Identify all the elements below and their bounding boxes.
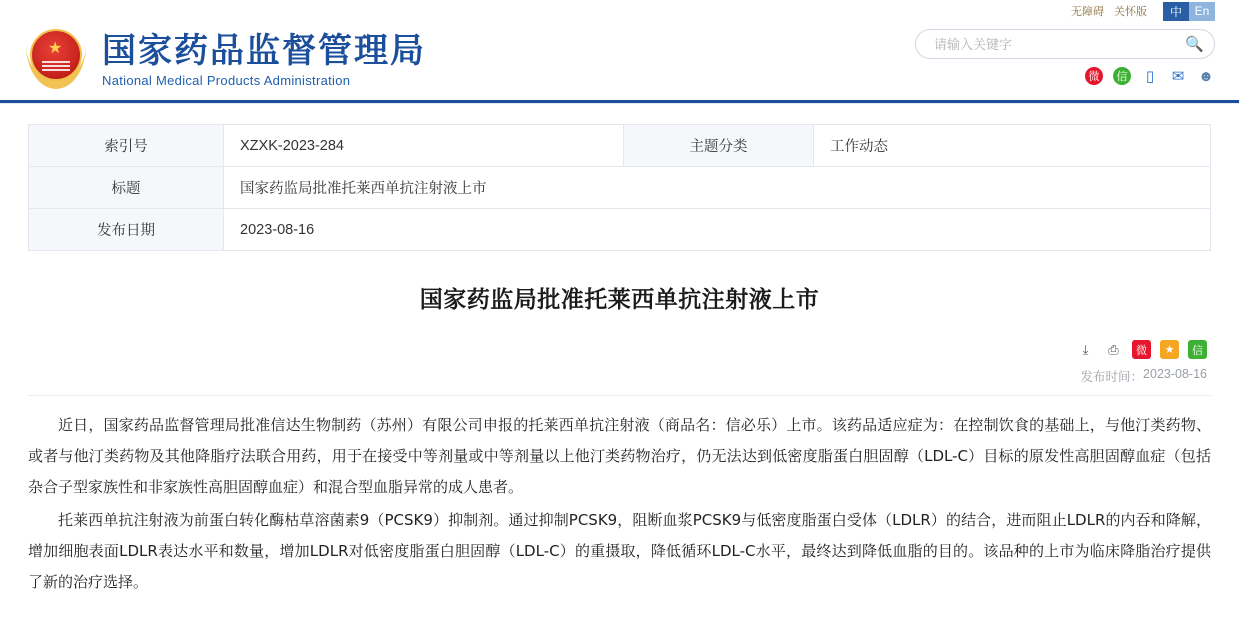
site-title-cn: 国家药品监督管理局 <box>102 30 426 71</box>
social-links <box>1085 67 1215 85</box>
weibo-icon[interactable]: 微 <box>1085 67 1103 85</box>
meta-label-publish-date: 发布日期 <box>29 209 224 251</box>
meta-value-category: 工作动态 <box>814 125 1211 167</box>
top-utility-bar <box>0 0 1239 18</box>
accessibility-link[interactable]: 无障碍 <box>1071 6 1104 18</box>
meta-label-index: 索引号 <box>29 125 224 167</box>
wechat-icon[interactable]: 信 <box>1113 67 1131 85</box>
lang-en-button[interactable]: En <box>1189 2 1215 21</box>
meta-label-category: 主题分类 <box>624 125 814 167</box>
share-wechat-icon[interactable]: 信 <box>1188 340 1207 359</box>
email-icon[interactable]: ✉ <box>1171 68 1185 85</box>
share-weibo-icon[interactable]: 微 <box>1132 340 1151 359</box>
elder-mode-link[interactable]: 关怀版 <box>1114 6 1147 18</box>
article-body <box>28 410 1211 598</box>
site-title-en: National Medical Products Administration <box>102 72 351 88</box>
article-divider <box>28 395 1211 396</box>
meta-value-index: XZXK-2023-284 <box>224 125 624 167</box>
header-right <box>915 29 1215 89</box>
favorite-star-icon[interactable]: ★ <box>1160 340 1179 359</box>
table-row <box>29 209 1211 251</box>
search-input[interactable] <box>932 36 1185 53</box>
publish-time-label: 发布时间： <box>1080 370 1144 384</box>
meta-value-publish-date: 2023-08-16 <box>224 209 1211 251</box>
article-paragraph: 托莱西单抗注射液为前蛋白转化酶枯草溶菌素9（PCSK9）抑制剂。通过抑制PCSK9，阻断血浆PCSK9与低密度脂蛋白受体（LDLR）的结合，进而阻止LDLR的内吞和降解，增加细胞表面LDLR表达水平和数量，增加LDLR对低密度脂蛋白胆固醇（LDL-C）的重摄取，降低循环LDL-C水平，最终达到降低血脂的目的。该品种的上市为临床降脂治疗提供了新的治疗选择。 <box>28 511 1211 591</box>
site-title-block <box>102 31 426 88</box>
table-row <box>29 167 1211 209</box>
mobile-icon[interactable]: ▯ <box>1145 68 1155 85</box>
site-header <box>0 18 1239 100</box>
meta-value-title: 国家药监局批准托莱西单抗注射液上市 <box>224 167 1211 209</box>
search-box[interactable] <box>915 29 1215 59</box>
article-toolbar <box>28 340 1211 359</box>
document-meta-table <box>28 124 1211 251</box>
table-row <box>29 125 1211 167</box>
header-thin-rule <box>0 103 1239 104</box>
user-icon[interactable]: ☻ <box>1198 67 1214 85</box>
national-emblem-icon: ★ <box>24 27 88 91</box>
meta-label-title: 标题 <box>29 167 224 209</box>
article-paragraph: 近日，国家药品监督管理局批准信达生物制药（苏州）有限公司申报的托莱西单抗注射液（商品名：信必乐）上市。该药品适应症为：在控制饮食的基础上，与他汀类药物、或者与他汀类药物及其他降脂疗法联合用药，用于在接受中等剂量或中等剂量以上他汀类药物治疗，仍无法达到低密度脂蛋白胆固醇（LDL-C）目标的原发性高胆固醇血症（包括杂合子型家族性和非家族性高胆固醇血症）和混合型血脂异常的成人患者。 <box>28 416 1211 496</box>
page-title: 国家药监局批准托莱西单抗注射液上市 <box>419 286 820 312</box>
publish-time-value: 2023-08-16 <box>1143 367 1207 381</box>
search-icon[interactable]: 🔍 <box>1185 36 1204 53</box>
lang-cn-button[interactable]: 中 <box>1163 2 1189 21</box>
publish-info <box>28 367 1211 385</box>
page-content <box>0 124 1239 598</box>
print-icon[interactable]: ⎙ <box>1108 341 1119 357</box>
download-icon[interactable]: ⤓ <box>1082 341 1089 357</box>
